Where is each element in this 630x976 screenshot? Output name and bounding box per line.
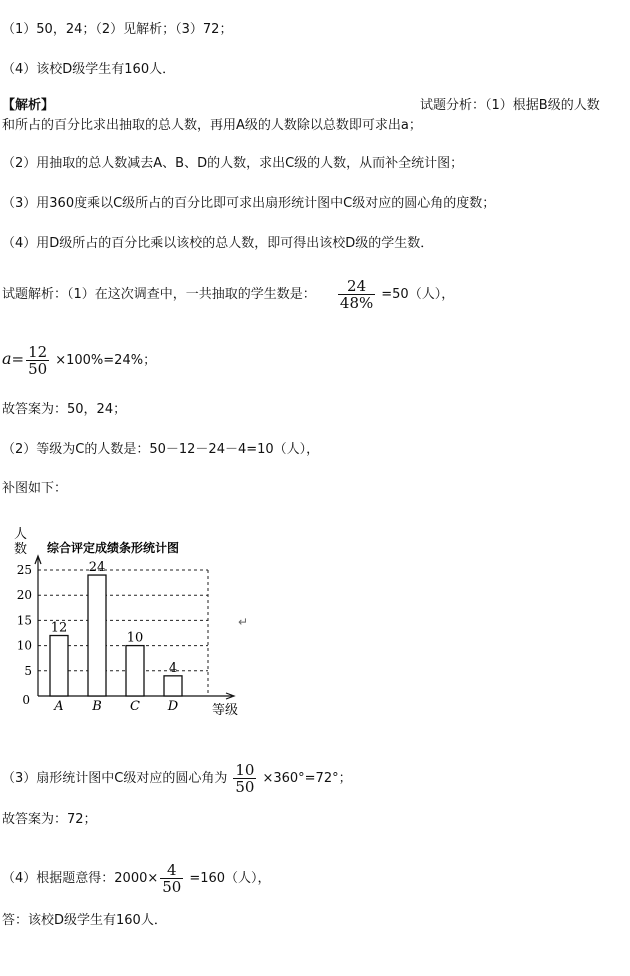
solution-step-3	[2, 762, 352, 795]
fraction-10-50	[233, 762, 256, 795]
analysis-step-3: （3）用360度乘以C级所占的百分比即可求出扇形统计图中C级对应的圆心角的度数；	[2, 196, 496, 211]
solution-step-3-text: （3）扇形统计图中C级对应的圆心角为	[2, 771, 228, 786]
fraction-numerator: 4	[167, 861, 177, 879]
fraction-4-50	[160, 862, 183, 895]
chart-ylabel-top: 人	[14, 527, 28, 542]
solution-step-1-text: 试题解析：（1）在这次调查中，一共抽取的学生数是：	[2, 287, 316, 302]
y-tick-label: 15	[16, 613, 32, 628]
analysis-label: 【解析】	[2, 98, 55, 113]
bar-A	[50, 636, 68, 696]
bar-value-label: 12	[50, 620, 68, 636]
bar-chart	[0, 520, 300, 720]
x-tick-label: D	[167, 699, 179, 714]
solution-step-4-result: =160（人），	[189, 871, 271, 886]
y-tick-label: 20	[16, 588, 32, 603]
answer-part-1: 故答案为：50，24；	[2, 402, 127, 417]
y-tick-label: 10	[16, 638, 32, 653]
chart-bars	[50, 560, 182, 696]
solution-step-3-result: ×360°=72°；	[262, 771, 352, 786]
chart-title: 综合评定成绩条形统计图	[47, 541, 180, 555]
figure-intro: 补图如下：	[2, 481, 68, 496]
bar-value-label: 24	[88, 560, 106, 576]
solution-step-4	[2, 862, 271, 895]
solution-step-4-text: （4）根据题意得：2000×	[2, 871, 159, 886]
fraction-denominator: 48%	[339, 294, 374, 312]
bar-B	[88, 575, 106, 696]
fraction-numerator: 24	[347, 277, 367, 295]
chart-ylabel-bottom: 数	[14, 542, 28, 557]
fraction-denominator: 50	[162, 878, 182, 896]
fraction-numerator: 10	[235, 761, 255, 779]
solution-a-result: ×100%=24%；	[55, 353, 157, 368]
fraction-denominator: 50	[28, 360, 48, 378]
x-tick-label: C	[130, 699, 140, 714]
y-tick-label: 25	[16, 563, 32, 577]
solution-a-equation	[2, 344, 156, 377]
answer-line-1: （1）50，24；（2）见解析；（3）72；	[2, 22, 233, 37]
analysis-continuation: 和所占的百分比求出抽取的总人数，再用A级的人数除以总数即可求出a；	[2, 118, 422, 133]
answer-part-3: 故答案为：72；	[2, 812, 97, 827]
solution-step-1	[2, 278, 454, 311]
solution-step-1-result: =50（人），	[381, 287, 455, 302]
return-mark: ↵	[238, 615, 249, 629]
x-tick-label: A	[54, 699, 64, 714]
chart-x-ticks	[53, 699, 178, 714]
final-answer: 答：该校D级学生有160人．	[2, 913, 167, 928]
fraction-numerator: 12	[28, 343, 48, 361]
bar-D	[164, 676, 182, 696]
x-tick-label: B	[92, 699, 102, 714]
bar-C	[126, 646, 144, 696]
bar-value-label: 4	[168, 660, 178, 676]
analysis-step-2: （2）用抽取的总人数减去A、B、D的人数，求出C级的人数，从而补全统计图；	[2, 156, 464, 171]
variable-a: a	[2, 349, 12, 368]
chart-y-ticks	[17, 563, 32, 707]
answer-line-2: （4）该校D级学生有160人．	[2, 62, 176, 77]
chart-xlabel: 等级	[212, 703, 239, 718]
solution-step-2: （2）等级为C的人数是：50－12－24－4=10（人），	[2, 442, 320, 457]
equals-sign: =	[11, 350, 25, 368]
analysis-step-4: （4）用D级所占的百分比乘以该校的总人数，即可得出该校D级的学生数．	[2, 236, 434, 251]
analysis-intro: 试题分析：（1）根据B级的人数	[420, 98, 600, 113]
fraction-12-50	[26, 344, 49, 377]
bar-value-label: 10	[126, 630, 144, 646]
y-tick-label: 5	[24, 663, 32, 678]
fraction-24-48	[338, 278, 375, 311]
fraction-denominator: 50	[235, 778, 255, 796]
y-tick-label: 0	[22, 693, 30, 707]
